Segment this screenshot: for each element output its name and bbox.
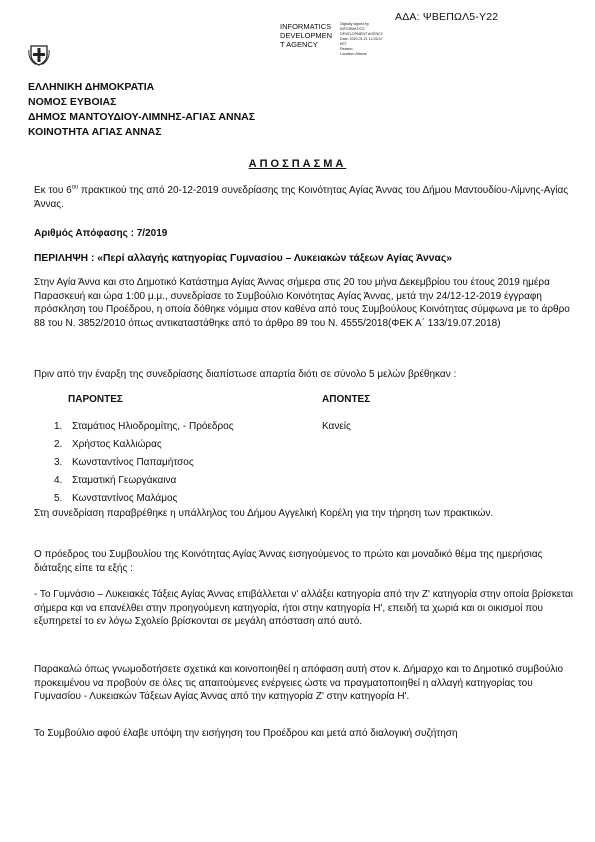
summary: ΠΕΡΙΛΗΨΗ : «Περί αλλαγής κατηγορίας Γυμνασίου – Λυκειακών τάξεων Αγίας Άννας» [34,253,452,264]
digital-signature-details [340,22,400,57]
member-name: Κωνσταντίνος Παπαμήτσος [72,457,194,468]
member-name: Χρήστος Καλλιώρας [72,439,162,450]
present-header: ΠΑΡΟΝΤΕΣ [68,394,123,405]
header-line: ΔΗΜΟΣ ΜΑΝΤΟΥΔΙΟΥ-ΛΙΜΝΗΣ-ΑΓΙΑΣ ΑΝΝΑΣ [28,111,256,123]
item-number: 4. [54,475,63,486]
intro-text: Εκ του 6 [34,185,72,196]
proposal-paragraph: - Το Γυμνάσιο – Λυκειακές Τάξεις Αγίας Άννας επιβάλλεται ν' αλλάξει κατηγορία από την Ζ' κατηγορία στην οποία βρίσκεται σήμερα και να επανέλθει στην προηγούμενη κατηγορία, ήτοι στην κατηγορία Η', επειδή τα χωριά και οι οικισμοί που εξυπηρετεί το εν λόγω Σχολείο βρίσκονται σε μεγάλη απόσταση από αυτό. [34,589,573,627]
header-line: ΚΟΙΝΟΤΗΤΑ ΑΓΙΑΣ ΑΝΝΑΣ [28,126,162,138]
item-number: 1. [54,421,63,432]
header-line: ΕΛΛΗΝΙΚΗ ΔΗΜΟΚΡΑΤΙΑ [28,81,155,93]
request-paragraph: Παρακαλώ όπως γνωμοδοτήσετε σχετικά και κοινοποιηθεί η απόφαση αυτή στον κ. Δήμαρχο και το Δημοτικό συμβούλιο προκειμένου να προβούν σε όλες τις απαιτούμενες ενέργειες ώστε να πραγματοποιηθεί η αλλαγή κατηγορίας του Γυμνασίου - Λυκειακών Τάξεων Αγίας Άννας από την κατηγορία Ζ' στην κατηγορία Η'. [34,664,563,702]
agency-line: DEVELOPMEN [280,31,333,40]
council-paragraph: Το Συμβούλιο αφού έλαβε υπόψη την εισήγηση του Προέδρου και μετά από διαλογική συζήτηση [34,728,458,739]
list-item [54,472,234,490]
member-name: Κωνσταντίνος Μαλάμος [72,493,178,504]
absent-members: Κανείς [322,421,351,432]
list-item [54,490,234,508]
signature-line: Date: 2020.01.21 12:26:47 [340,37,383,41]
item-number: 3. [54,457,63,468]
ordinal-suffix: ου [71,184,79,191]
quorum-paragraph: Πριν από την έναρξη της συνεδρίασης διαπίστωσε απαρτία διότι σε σύνολο 5 μελών βρέθηκαν : [34,369,457,380]
member-name: Σταμάτιος Ηλιοδρομίτης, - Πρόεδρος [72,421,234,432]
decision-number: Αριθμός Απόφασης : 7/2019 [34,228,168,239]
greek-coat-of-arms-icon [28,44,50,66]
member-name: Σταματική Γεωργάκαινα [72,475,177,486]
document-title: ΑΠΟΣΠΑΣΜΑ [248,158,347,170]
ada-code: ΑΔΑ: ΨΒΕΠΩΛ5-Υ22 [395,11,499,23]
list-item [54,454,234,472]
agency-line: INFORMATICS [280,22,332,31]
item-number: 5. [54,493,63,504]
list-item [54,436,234,454]
secretary-paragraph: Στη συνεδρίαση παραβρέθηκε η υπάλληλος του Δήμου Αγγελική Κορέλη για την τήρηση των πρακτικών. [34,508,494,519]
signature-line: INFORMATICS [340,27,365,31]
present-members-list [54,418,234,508]
signature-line: Digitally signed by [340,22,369,26]
intro-paragraph [34,184,574,211]
meeting-paragraph: Στην Αγία Άννα και στο Δημοτικό Κατάστημα Αγίας Άννας σήμερα στις 20 του μήνα Δεκεμβρίου του έτους 2019 ημέρα Παρασκευή και ώρα 1:00 μ.μ., συνεδρίασε το Συμβούλιο Κοινότητας Αγίας Άννας, μετά την 24/12-12-2019 έγγραφη πρόσκληση του Προέδρου, η οποία δόθηκε νόμιμα στον καθένα από τους Συμβούλους Κοινότητας σύμφωνα με το άρθρο 88 του Ν. 3852/2010 όπως αντικαταστάθηκε από το άρθρο 89 του Ν. 4555/2018(ΦΕΚ Α΄ 133/19.07.2018) [34,277,570,329]
agency-line: T AGENCY [280,40,318,49]
signature-line: Location: Athens [340,52,367,56]
signature-line: EET [340,42,347,46]
header-line: ΝΟΜΟΣ ΕΥΒΟΙΑΣ [28,96,117,108]
absent-header: ΑΠΟΝΤΕΣ [322,394,371,405]
president-intro-paragraph: Ο πρόεδρος του Συμβουλίου της Κοινότητας Αγίας Άννας εισηγούμενος το πρώτο και μοναδικό θέμα της ημερήσιας διάταξης είπε τα εξής : [34,549,543,574]
list-item [54,418,234,436]
item-number: 2. [54,439,63,450]
issuer-header [28,80,255,140]
signature-line: Reason: [340,47,354,51]
intro-text: πρακτικού της από 20-12-2019 συνεδρίασης της Κοινότητας Αγίας Άννας του Δήμου Μαντουδίου-Λίμνης-Αγίας Άννας. [34,185,569,210]
signature-line: DEVELOPMENT AGENCY [340,32,384,36]
